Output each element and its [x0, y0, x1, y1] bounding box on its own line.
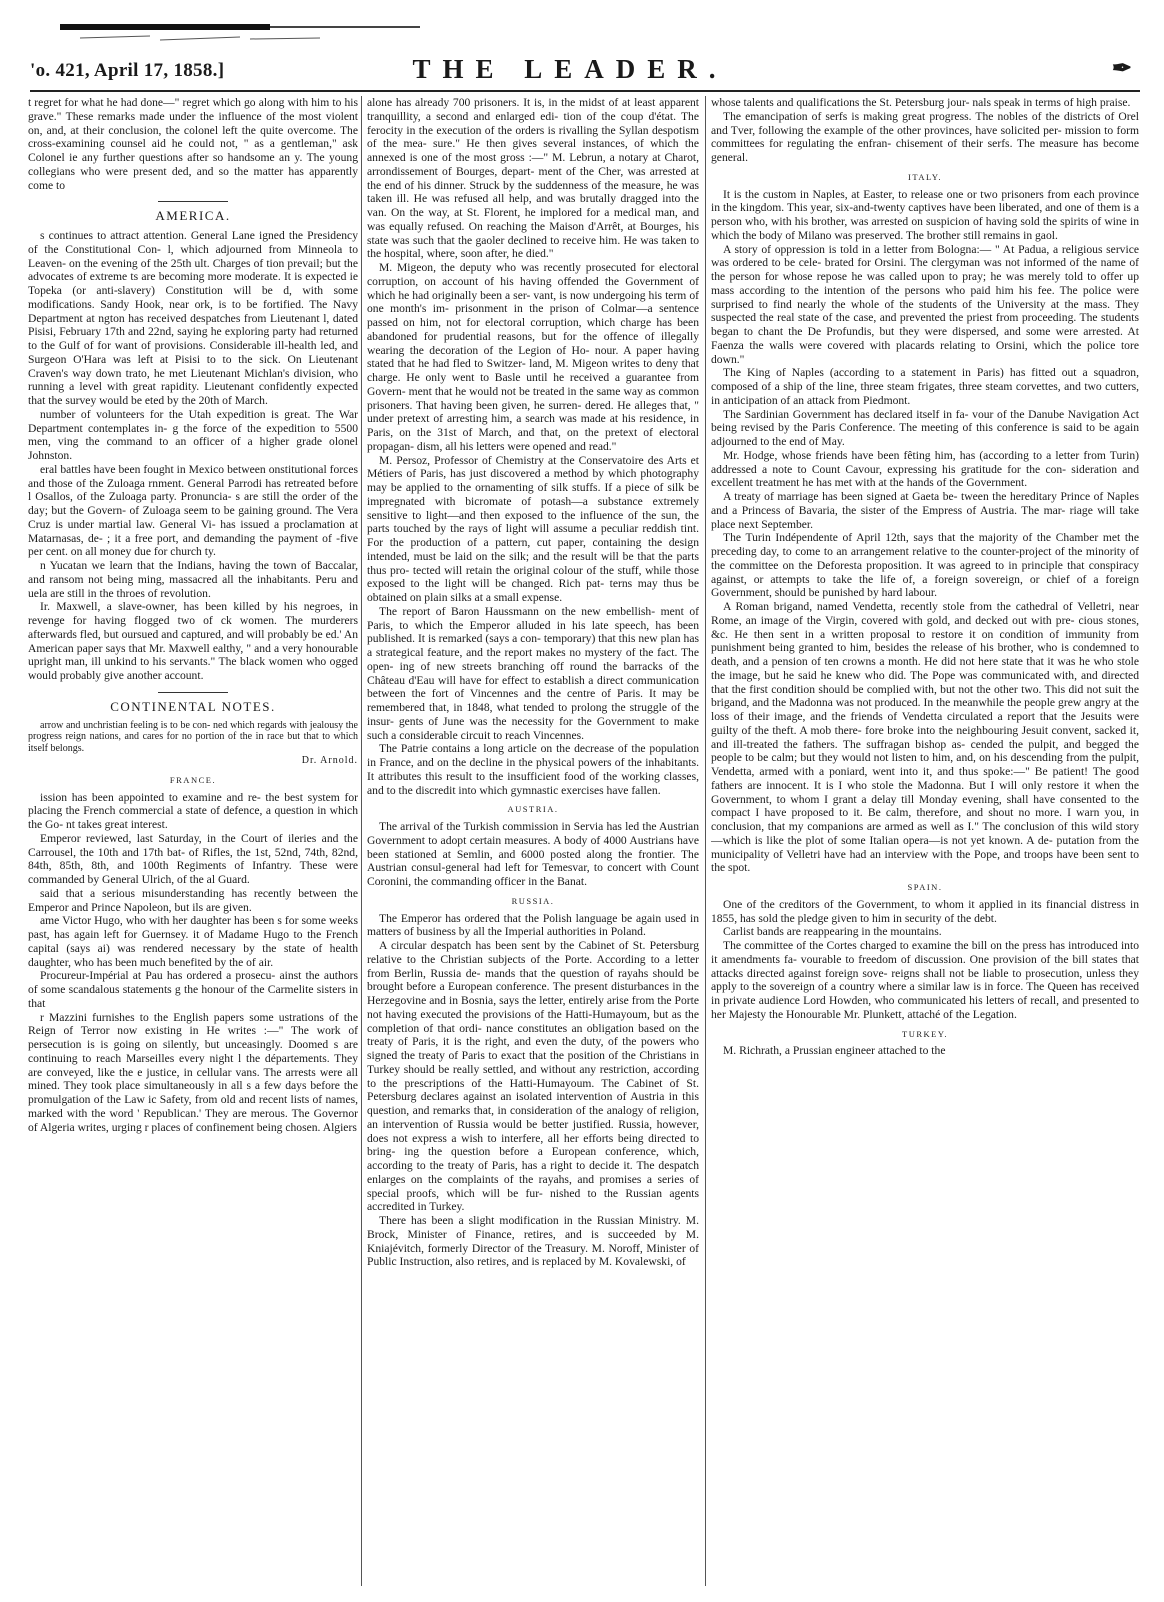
column-rule [361, 96, 362, 1586]
article-paragraph: A story of oppression is told in a letter from Bologna:— " At Padua, a religious service was ordered to be cele- brated for Orsini. The clergyman was not informed of the name of the person for whose repose he was called upon to pray; he was merely told to offer up mass according to the intention of the persons who paid him his fee. The police were surprised to find nearly the whole of the students of the University at the mass. They suspected the real state of the case, and prevented the priest from proceeding. The students began to chant the De Profundis, but they were dispersed, and some were arrested. At Faenza the walls were covered with placards relating to Orsini, which the police tore down." [711, 242, 1139, 366]
article-paragraph: M. Richrath, a Prussian engineer attached to the [723, 1044, 946, 1058]
article-paragraph: Emperor reviewed, last Saturday, in the Court of ileries and the Carrousel, the 10th and 17th bat- of Rifles, the 1st, 52nd, 74th, 82nd, 84th, 85th, 8th, and 100th Regiments of Infantry. These were commanded by General Ulrich, of the al Guard. [28, 831, 358, 886]
article-paragraph: The King of Naples (according to a statement in Paris) has fitted out a squadron, composed of a ship of the line, three steam frigates, three steam corvettes, and two cutters, in anticipation of an attack from Piedmont. [711, 366, 1139, 407]
header-rule [30, 90, 1140, 92]
epigraph: arrow and unchristian feeling is to be con- ned which regards with jealousy the progress reign nations, and cares for no portion of the in race but that to which itself belongs. [28, 719, 358, 754]
issue-line: 'o. 421, April 17, 1858.] [30, 60, 225, 81]
column-middle [367, 96, 699, 1586]
article-paragraph: It is the custom in Naples, at Easter, to release one or two prisoners from each province in the kingdom. This year, six-and-twenty captives have been liberated, and one of them is a person who, with his brother, was arrested on suspicion of having sold the spirits of wine in which the body of Milano was preserved. The brother still remains in gaol. [711, 187, 1139, 242]
subsection-heading-turkey: TURKEY. [902, 1028, 948, 1039]
subsection-heading-france: FRANCE. [169, 774, 217, 785]
article-paragraph: Mr. Hodge, whose friends have been fêting him, has (according to a letter from Turin) addressed a note to Count Cavour, expressing his gratitude for the con- sideration and excellent treatment he has met with at the hands of the Government. [711, 448, 1139, 490]
article-paragraph: Carlist bands are reappearing in the mountains. [723, 925, 942, 939]
scan-artifact-strokes [60, 20, 440, 44]
epigraph-signature: Dr. Arnold. [301, 755, 358, 766]
article-paragraph: The Sardinian Government has declared itself in fa- vour of the Danube Navigation Act being revised by the Paris Conference. The meeting of this conference is said to be again adjourned to the end of May. [711, 407, 1139, 448]
article-paragraph: The Emperor has ordered that the Polish language be again used in matters of business by all the Imperial authorities in Poland. [367, 911, 699, 939]
article-paragraph: A treaty of marriage has been signed at Gaeta be- tween the hereditary Prince of Naples and a Princess of Bavaria, the sister of the Empress of Austria. The mar- riage will take place next September. [711, 490, 1139, 531]
subsection-heading-austria: AUSTRIA. [507, 804, 559, 815]
article-paragraph: whose talents and qualifications the St. Petersburg jour- nals speak in terms of high praise. [711, 96, 1131, 109]
section-divider [158, 692, 228, 693]
column-left [28, 96, 358, 1586]
article-paragraph: eral battles have been fought in Mexico between onstitutional forces and those of the Zuloaga rnment. General Parrodi has retreated before l Osallos, of the Zuloaga party. Pronuncia- s are still the order of the day; but the Govern- of Zuloaga seem to be gaining ground. The Vera Cruz is under martial law. General Vi- has issued a proclamation at Matarnasas, de- ; it a free port, and demanding the payment of -five per cent. on all money due for church ty. [28, 462, 358, 559]
column-rule [705, 96, 706, 1586]
page-header [30, 54, 1140, 86]
article-paragraph: The emancipation of serfs is making great progress. The nobles of the districts of Orel and Tver, following the example of the other provinces, have solicited per- mission to form committees for regulating the enfran- chisement of their serfs. The measure has become general. [711, 109, 1139, 164]
article-paragraph: Procureur-Impérial at Pau has ordered a prosecu- ainst the authors of some scandalous statements g the honour of the Carmelite sisters in that [28, 969, 358, 1010]
article-paragraph: M. Persoz, Professor of Chemistry at the Conservatoire des Arts et Métiers of Paris, has just discovered a method by which photography may be applied to the ornamenting of silk stuffs. If a piece of silk be impregnated with bicromate of potash—a substance extremely sensitive to light—and then exposed to the influence of the sun, the parts touched by the rays of light will assume a peculiar reddish tint. For the production of a pattern, cut paper, containing the design intended, must be laid on the silk; and the result will be that the parts thus pro- tected will retain the original colour of the stuff, while those exposed to the light will be changed. Rich pat- terns may thus be obtained on plain silks at a small expense. [367, 453, 699, 604]
article-paragraph: alone has already 700 prisoners. It is, in the midst of at least apparent tranquillity, a second and enlarged edi- tion of the coup d'état. The ferocity in the execution of the orders is rivalling the Syllan despotism of the mea- sure." He then gives several instances, of which the annexed is one of the most gross :—" M. Lebrun, a notary at Charot, arrondissement of Bourges, depart- ment of the Cher, was arrested at the end of his dinner. Struck by the suddenness of the measure, he was taken ill. He was refused all help, and was brutally dragged into the van. On the way, at St. Florent, he implored for a medical man, and was equally refused. On reaching the Maison d'Arrêt, at Bourges, his state was such that the gaoler declined to receive him. He was taken to the hospital, where, soon after, he died." [367, 96, 699, 261]
subsection-heading-spain: SPAIN. [907, 882, 943, 892]
article-paragraph: The Patrie contains a long article on the decrease of the population in France, and on the decline in the physical powers of the inhabitants. It attributes this result to the insufficient food of the working classes, and to the discredit into which gymnastic exercises have fallen. [367, 742, 699, 797]
article-paragraph: number of volunteers for the Utah expedition is great. The War Department contemplates in- g the force of the expedition to 5500 men, ving the command to an officer of a higher grade olonel Johnston. [28, 407, 358, 462]
article-paragraph: n Yucatan we learn that the Indians, having the town of Baccalar, and ransom not being ming, massacred all the inhabitants. Peru and uela are still in the throes of revolution. [28, 559, 358, 600]
article-paragraph: ission has been appointed to examine and re- the best system for placing the French commercial a state of defence, a question in which the Go- nt takes great interest. [28, 790, 358, 831]
section-divider [158, 201, 228, 202]
article-paragraph: Ir. Maxwell, a slave-owner, has been killed by his negroes, in revenge for having flogged two of ck women. The murderers afterwards fled, but oursued and captured, and will probably be ed.' An American paper says that Mr. Maxwell ealthy, " and a very honourable upright man, ill unkind to his servants." The black women who ogged would probably give another account. [28, 600, 358, 682]
article-paragraph: r Mazzini furnishes to the English papers some ustrations of the Reign of Terror now existing in He writes :—" The work of persecution is is going on silently, but unceasingly. Doomed s are continuing to reach Marseilles every night l the départements. They are conveyed, like the e justice, in cellular vans. The arrests were all mined. They took place simultaneously in all s a few days before the promulgation of the Law ic Safety, from old and recent lists of names, marked with the word ' Republican.' They are merous. The Governor of Algeria writes, urging r places of confinement being chosen. Algiers [28, 1010, 358, 1134]
article-paragraph: The Turin Indépendente of April 12th, says that the majority of the Chamber met the preceding day, to come to an arrangement relative to the counter-project of the minority of the committee on the Deforesta proposition. It was agreed to in principle that conspiracy against, or attempts to take the life of, a foreign sovereign, or chief of a foreign Government, should be punished by hard labour. [711, 531, 1139, 600]
article-paragraph: The arrival of the Turkish commission in Servia has led the Austrian Government to adopt certain measures. A body of 4000 Austrians have been stationed at Semlin, and 6000 posted along the frontier. The Austrian consul-general had left for Temesvar, to concert with Count Coronini, the commanding officer in the Banat. [367, 820, 699, 888]
article-paragraph: t regret for what he had done—" regret which go along with him to his grave." These remarks made under the influence of the most violent on, and, at their conclusion, the colonel left the quite overcome. The cross-examining counsel aid he could not, " as a gentleman," ask Colonel ie any further questions after so handsome an y. The young collegians who were present ded, and so the matter has apparently come to [28, 96, 358, 192]
article-paragraph: M. Migeon, the deputy who was recently prosecuted for electoral corruption, on account of his having offended the Government of which he had originally been a ser- vant, is now undergoing his term of one month's im- prisonment in the prison of Colmar—a sentence passed on him, not for electoral corruption, which charge has been abandoned for prudential reasons, but for the offence of illegally wearing the decoration of the Legion of Ho- nour. A paper having stated that he had fled to Switzer- land, M. Migeon writes to deny that charge. He only went to Basle until he received a guarantee from Govern- ment that he would not be treated in the same way as common prisoners. That having been given, he surren- dered. He alleges that, " under pretext of arresting him, a search was made at his residence, in Paris, on the 31st of March, and that, on the pretext of electoral propagan- dism, all his letters were opened and read." [367, 261, 699, 453]
article-paragraph: s continues to attract attention. General Lane igned the Presidency of the Constitutional Con- l, which adjourned from Minneola to Leaven- on the evening of the 25th ult. Charges of tion prevail; but the advocates of extreme ts are becoming more moderate. It is expected ie Topeka (or anti-slavery) Constitution will be d, with some modifications. Sandy Hook, near ork, is to be fortified. The Navy Department at ngton has received despatches from Lieutenant l, dated Pisisi, February 17th and 22nd, saying he exploring party had returned to the Gulf of for want of provisions. Considerable ill-health led, and Surgeon O'Hara was left at Pisisi to to the sick. On Lieutenant Craven's way down trato, he met Lieutenant Michlan's division, who running a level with great rapidity. Lieutenant confidently expected that the survey would be eted by the 20th of March. [28, 229, 358, 407]
article-paragraph: A Roman brigand, named Vendetta, recently stole from the cathedral of Velletri, near Rome, an image of the Virgin, covered with gold, and decked out with pre- cious stones, &c. He then sent in a written proposal to restore it on condition of immunity from punishment being granted to him, besides the release of his brother, who is condemned to death, and a pension of ten crowns a month. He did not here state that it was he who stole the image, but he said he knew who did. The Pope was communicated with, and directed that the first condition should be complied with, but not the other two. This did not suit the brigand, and the Madonna was not produced. In the meanwhile the people grew angry at the loss of their image, and the friends of Vendetta circulated a report that the Jesuits were guilty of the theft. A mob there- fore broke into the neighbouring Jesuit convent, sacked it, and ill-treated the fathers. The suffragan bishop as- cended the pulpit, and begged the people to be calm; but they would not listen to him, and, on his descending from the pulpit, Vendetta, armed with a poniard, went into it, and thus spoke:—" Be patient! The good fathers are innocent. It is I who stole the Madonna. But I will only restore it when the Government, to whom I grant a delay till Monday evening, shall have consented to the compact I have proposed to it. Be calm, therefore, and shout no more. I warn you, in conclusion, that my companions are armed as well as I." The conclusion of this wild story—which is like the plot of some Italian opera—is not yet known. A de- putation from the municipality of Velletri have had an interview with the Pope, and troops have been sent to the spot. [711, 600, 1139, 875]
column-right [711, 96, 1139, 1586]
article-paragraph: There has been a slight modification in the Russian Ministry. M. Brock, Minister of Finance, retires, and is succeeded by M. Kniajévitch, formerly Director of the Treasury. M. Noroff, Minister of Public Instruction, also retires, and is replaced by M. Kovalewski, of [367, 1214, 699, 1269]
article-paragraph: The report of Baron Haussmann on the new embellish- ment of Paris, to which the Emperor alluded in his late speech, has been published. It is remarked (says a con- temporary) that this new plan has a strategical feature, and the report makes no mystery of the fact. The open- ing of new streets branching off round the barracks of the Château d'Eau will have for effect to establish a direct communication between the fort of Vincennes and the centre of Paris. It may be remembered that, in 1848, what tended to prolong the struggle of the insur- gents of June was the necessity for the Government to make such a considerable circuit to reach Vincennes. [367, 604, 699, 742]
section-heading-america: AMERICA. [155, 208, 231, 224]
section-heading-continental-notes: CONTINENTAL NOTES. [110, 698, 276, 714]
subsection-heading-italy: ITALY. [908, 171, 942, 182]
article-paragraph: A circular despatch has been sent by the Cabinet of St. Petersburg relative to the Christian subjects of the Porte. According to a letter from Berlin, Russia de- mands that the question of rayahs should be brought before a European conference. The present disturbances in the Herzegovine and in Bosnia, says the letter, entirely arise from the Porte not having executed the provisions of the Hatti-Humayoum, but as the completion of that ordi- nance constitutes an obligation based on the treaty of Paris, it is the right, and even the duty, of the powers who signed the treaty of Paris to exact that the position of the Christians in Turkey should be really settled, and without any restriction, according to the prescriptions of the Hatti-Humayoum. The Cabinet of St. Petersburg declares against an isolated intervention of Austria in this question, and remarks that, in consideration of the analogy of religion, an intervention of Russia would be better justified. Russia, however, does not express a wish to interfere, all her efforts being directed to bring- ing the question before a European conference, which, according to the treaty of Paris, has a right to decide it. The despatch enlarges on the complaints of the rayahs, and promises a series of special proofs, which will be fur- nished to the Russian agents accredited in Turkey. [367, 939, 699, 1214]
newspaper-title: THE LEADER. [412, 54, 728, 84]
quill-pen-icon: ✒ [1111, 56, 1132, 82]
article-paragraph: ame Victor Hugo, who with her daughter has been s for some weeks past, has again left for Guernsey. it of Madame Hugo to the French capital (says ai) was rendered necessary by the state of health daughter, who has been much benefited by the of air. [28, 914, 358, 969]
article-paragraph: One of the creditors of the Government, to whom it applied in its financial distress in 1855, has sold the pledge given to him in security of the debt. [711, 897, 1139, 925]
article-paragraph: The committee of the Cortes charged to examine the bill on the press has introduced into it amendments fa- vourable to freedom of discussion. One provision of the bill states that attacks directed against foreign sove- reigns shall not be liable to prosecution, unless they apply to the sovereign of a country where a similar law is in force. The Queen has received in private audience Lord Howden, who communicated his letters of recall, and presented to her Majesty the Honourable Mr. Plunkett, attaché of the Legation. [711, 939, 1139, 1021]
article-paragraph: said that a serious misunderstanding has recently between the Emperor and Prince Napoleon, but ils are given. [28, 886, 358, 914]
subsection-heading-russia: RUSSIA. [511, 895, 555, 906]
